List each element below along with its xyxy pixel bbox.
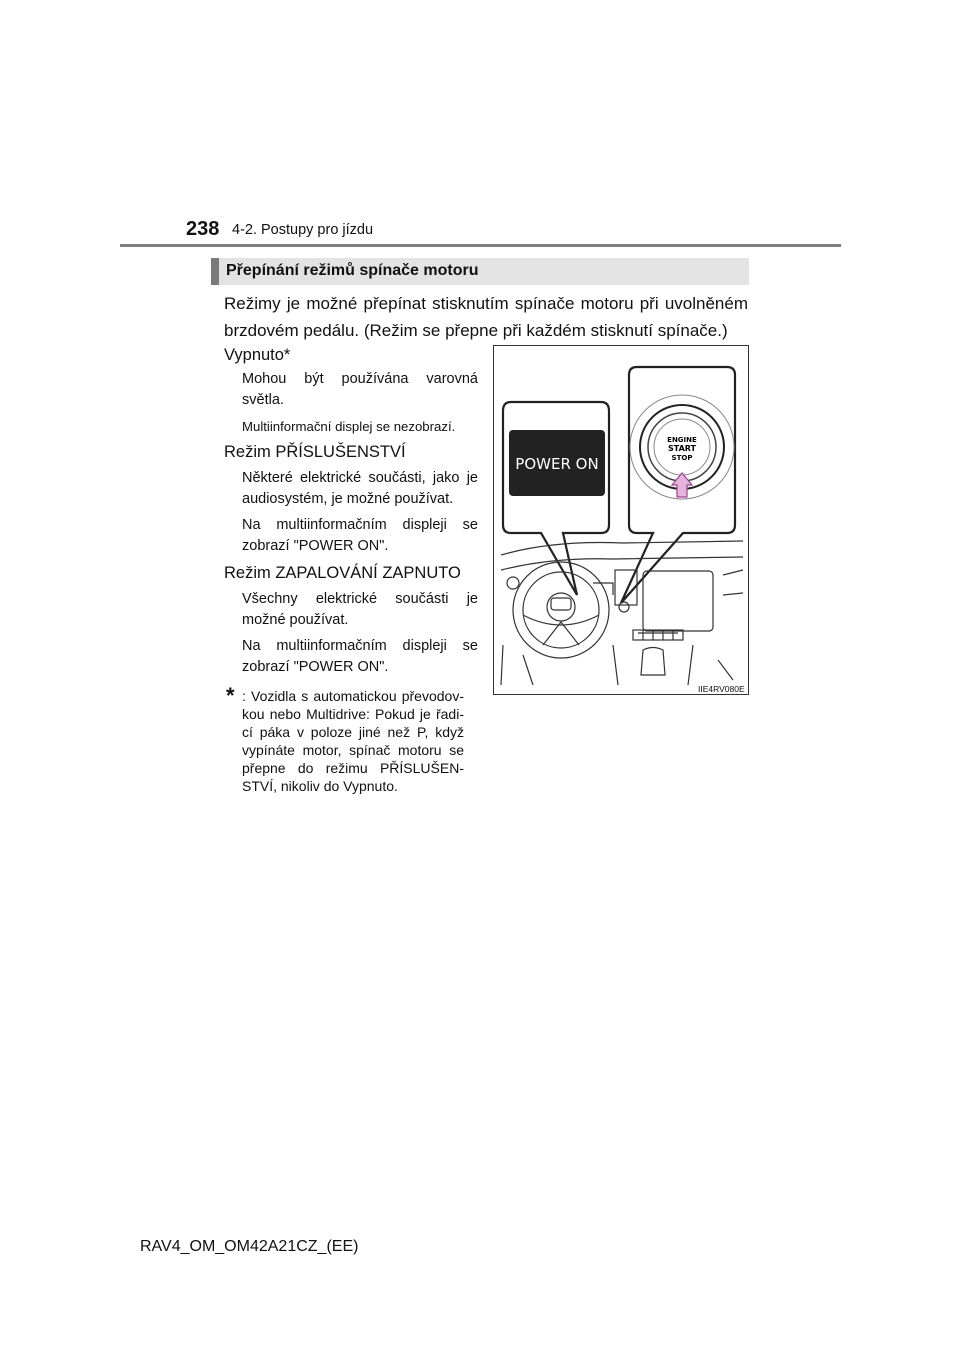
- mode-ignition-item-1: Všechny elektrické součásti je možné používat.: [242, 591, 478, 628]
- mode-off-item-2: Multiinformační displej se nezobrazí.: [242, 419, 456, 434]
- mode-accessory-item-2: Na multiinformačním displeji se zobrazí "POWER ON".: [242, 517, 478, 554]
- mode-heading-off: Vypnuto*: [224, 346, 291, 364]
- mode-heading-accessory: Režim PŘÍSLUŠENSTVÍ: [224, 443, 406, 461]
- button-text-start: START: [667, 444, 697, 453]
- header-rule: [120, 244, 841, 247]
- mode-accessory-item-1: Některé elektrické součásti, jako je audiosystém, je možné používat.: [242, 470, 478, 507]
- mode-heading-ignition-on: Režim ZAPALOVÁNÍ ZAPNUTO: [224, 564, 461, 582]
- power-on-label: POWER ON: [515, 455, 599, 473]
- footnote-mark: *: [226, 683, 235, 708]
- section-label: 4-2. Postupy pro jízdu: [232, 222, 374, 238]
- button-text-engine: ENGINE: [667, 436, 697, 444]
- section-accent: [211, 258, 219, 285]
- engine-switch-illustration: [493, 345, 749, 695]
- figure-code: IIE4RV080E: [698, 684, 745, 694]
- intro-paragraph: Režimy je možné přepínat stisknutím spínače motoru při uvolněném brzdovém pedálu. (Režim se přepne při každém stisknutí spínače.): [224, 294, 748, 340]
- mode-off-item-1: Mohou být používána varovná světla.: [242, 371, 478, 408]
- button-text-stop: STOP: [671, 454, 693, 462]
- page-number: 238: [186, 218, 220, 240]
- mode-ignition-item-2: Na multiinformačním displeji se zobrazí "POWER ON".: [242, 638, 478, 675]
- section-title: Přepínání režimů spínače motoru: [226, 262, 479, 279]
- footnote-text: : Vozidla s automatickou převodov-kou nebo Multidrive: Pokud je řadi-cí páka v poloze jiné než P, když vypínáte motor, spínač motoru se přepne do režimu PŘÍSLUŠEN-STVÍ, nikoliv do Vypnuto.: [242, 688, 464, 794]
- footer-doc-code: RAV4_OM_OM42A21CZ_(EE): [140, 1238, 359, 1255]
- section-heading-bar: [211, 258, 749, 285]
